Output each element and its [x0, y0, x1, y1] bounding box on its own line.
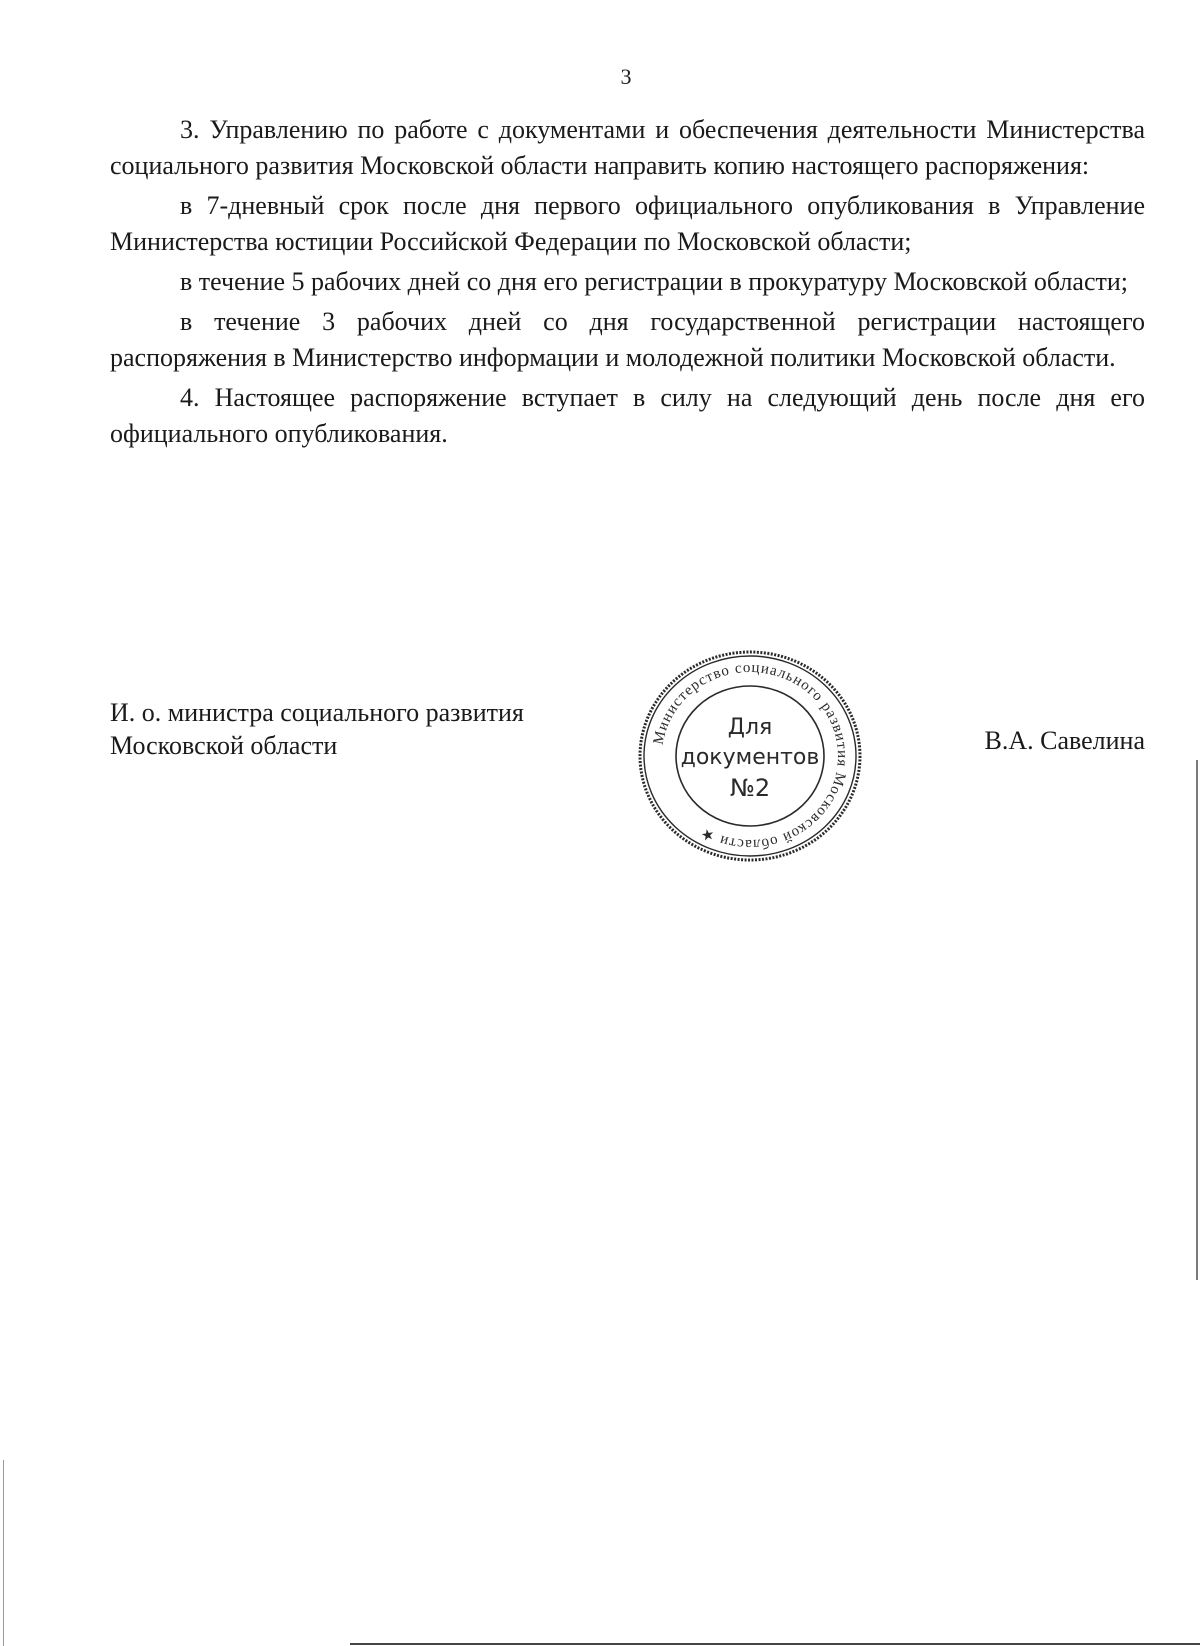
- seal-outer-text: Министерство социального развития Московской области ★: [650, 659, 851, 853]
- official-seal-stamp: [632, 642, 868, 870]
- paragraph-5: 4. Настоящее распоряжение вступает в силу на следующий день после дня его официального опубликования.: [110, 383, 1145, 448]
- scan-edge-left: [3, 1460, 4, 1646]
- document-body: [110, 112, 1145, 452]
- paragraph-4: в течение 3 рабочих дней со дня государственной регистрации настоящего распоряжения в Министерство информации и молодежной политики Московской области.: [110, 307, 1145, 372]
- seal-center-line-1: Для: [727, 715, 773, 740]
- page-number: 3: [620, 64, 632, 89]
- seal-center-line-3: №2: [729, 774, 771, 802]
- scan-edge-right: [1196, 760, 1198, 1280]
- signatory-position-line-2: Московской области: [110, 731, 338, 760]
- signatory-name: В.А. Савелина: [984, 726, 1145, 755]
- seal-center-line-2: документов: [680, 745, 820, 770]
- signatory-position-line-1: И. о. министра социального развития: [110, 698, 524, 727]
- signatory-position: [110, 696, 524, 762]
- scan-edge-bottom: [350, 1643, 1200, 1645]
- paragraph-3: в течение 5 рабочих дней со дня его регистрации в прокуратуру Московской области;: [180, 267, 1129, 296]
- seal-icon: [632, 642, 868, 870]
- paragraph-1: 3. Управлению по работе с документами и обеспечения деятельности Министерства социального развития Московской области направить копию настоящего распоряжения:: [110, 115, 1145, 180]
- paragraph-2: в 7-дневный срок после дня первого официального опубликования в Управление Министерства юстиции Российской Федерации по Московской области;: [110, 191, 1145, 256]
